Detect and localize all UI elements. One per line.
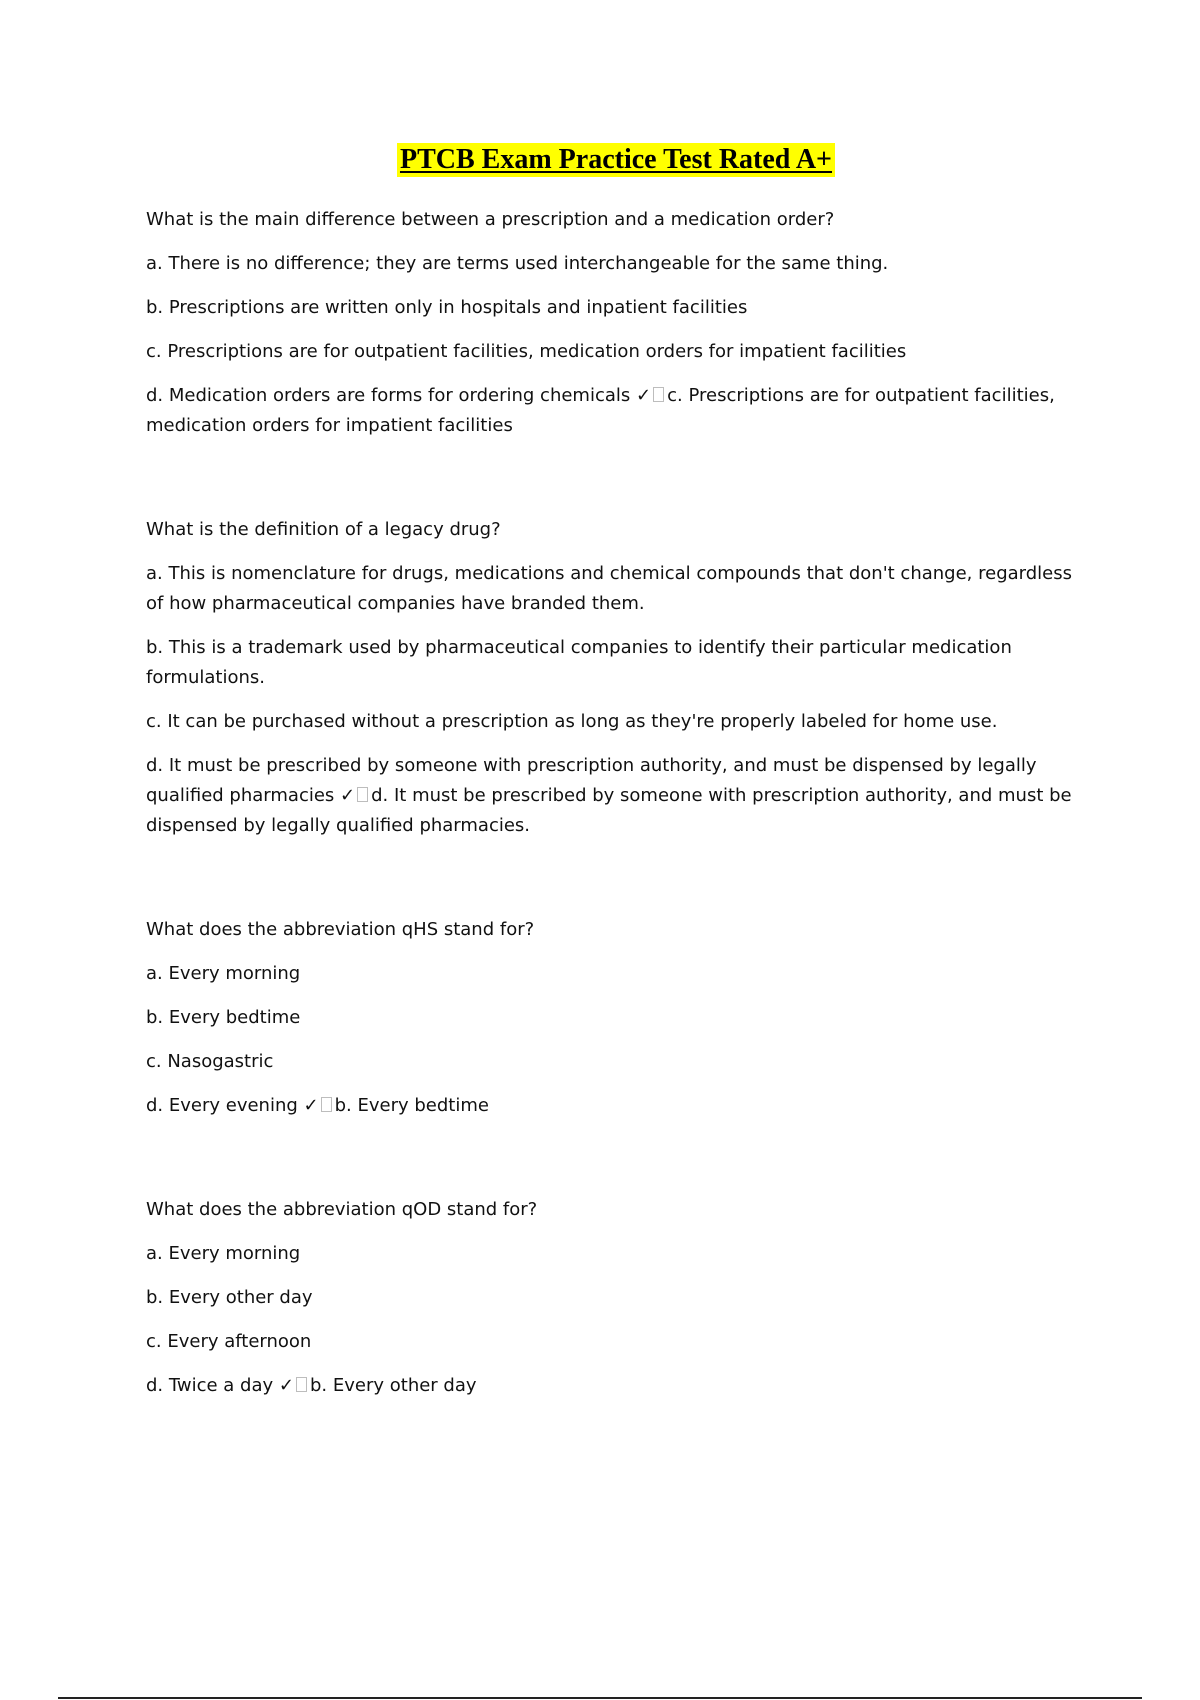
option-b: b. Prescriptions are written only in hospitals and inpatient facilities	[146, 297, 748, 318]
checkmark-icon: ✓	[303, 1095, 319, 1116]
page-title: PTCB Exam Practice Test Rated A+	[397, 143, 835, 177]
question-block-2	[146, 515, 1086, 841]
checkmark-icon: ✓	[636, 385, 652, 406]
empty-box-icon	[321, 1097, 332, 1112]
option-d-with-answer	[146, 381, 1086, 441]
answer-text: b. Every bedtime	[334, 1095, 489, 1116]
empty-box-icon	[296, 1377, 307, 1392]
checkmark-icon: ✓	[340, 785, 356, 806]
option-c: c. It can be purchased without a prescription as long as they're properly labeled for home use.	[146, 711, 998, 732]
option-d-with-answer	[146, 751, 1086, 841]
option-b: b. Every other day	[146, 1287, 313, 1308]
answer-text: c. Prescriptions are for outpatient facilities, medication orders for impatient facilities	[146, 385, 1055, 436]
questions-list	[146, 205, 1086, 1475]
empty-box-icon	[357, 787, 368, 802]
question-block-1	[146, 205, 1086, 441]
question-text: What is the main difference between a prescription and a medication order?	[146, 209, 835, 230]
question-text: What does the abbreviation qHS stand for?	[146, 919, 535, 940]
option-d: d. Medication orders are forms for ordering chemicals	[146, 385, 631, 406]
option-d: d. Every evening	[146, 1095, 298, 1116]
title-container	[0, 143, 1200, 177]
empty-box-icon	[653, 387, 664, 402]
answer-text: d. It must be prescribed by someone with prescription authority, and must be dispensed by legally qualified pharmacies.	[146, 785, 1072, 836]
option-d-with-answer	[146, 1091, 1086, 1121]
question-text: What does the abbreviation qOD stand for?	[146, 1199, 538, 1220]
option-d-with-answer	[146, 1371, 1086, 1401]
option-c: c. Nasogastric	[146, 1051, 274, 1072]
question-text: What is the definition of a legacy drug?	[146, 519, 501, 540]
option-b: b. This is a trademark used by pharmaceutical companies to identify their particular medication formulations.	[146, 637, 1012, 688]
checkmark-icon: ✓	[278, 1375, 294, 1396]
question-block-3	[146, 915, 1086, 1121]
option-b: b. Every bedtime	[146, 1007, 301, 1028]
question-block-4	[146, 1195, 1086, 1401]
option-a: a. Every morning	[146, 1243, 301, 1264]
option-a: a. There is no difference; they are terms used interchangeable for the same thing.	[146, 253, 889, 274]
option-a: a. This is nomenclature for drugs, medications and chemical compounds that don't change, regardless of how pharmaceutical companies have branded them.	[146, 563, 1072, 614]
footer-divider	[58, 1697, 1142, 1699]
option-c: c. Prescriptions are for outpatient facilities, medication orders for impatient facilities	[146, 341, 907, 362]
option-d: d. Twice a day	[146, 1375, 274, 1396]
option-c: c. Every afternoon	[146, 1331, 312, 1352]
option-d: d. It must be prescribed by someone with prescription authority, and must be dispensed by legally qualified pharmacies	[146, 755, 1037, 806]
option-a: a. Every morning	[146, 963, 301, 984]
answer-text: b. Every other day	[310, 1375, 477, 1396]
